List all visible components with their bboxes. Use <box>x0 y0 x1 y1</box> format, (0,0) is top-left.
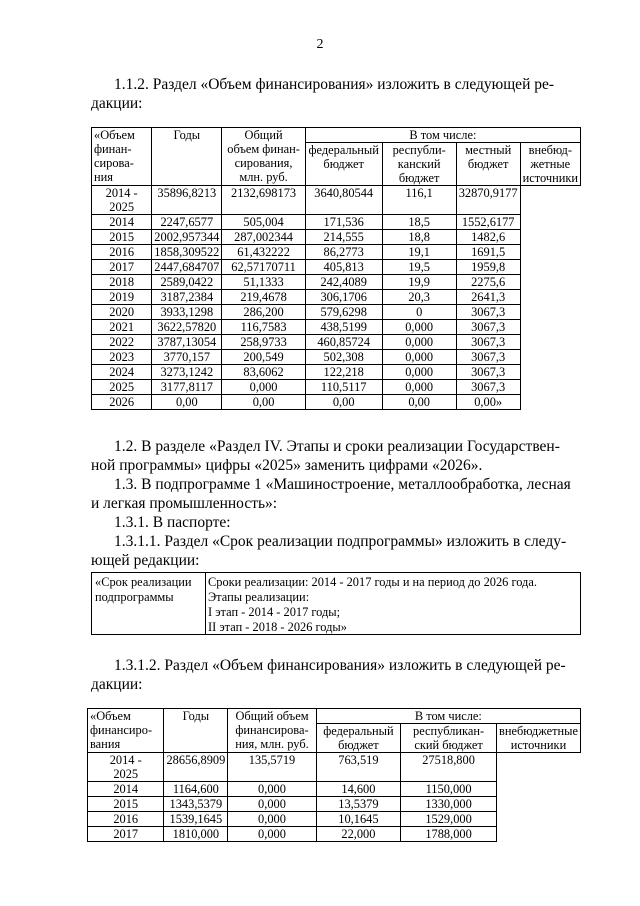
cell-year <box>92 320 152 335</box>
cell-year <box>92 335 152 350</box>
cell-federal: 287,002344 <box>222 230 305 245</box>
cell-extra: 2641,3 <box>456 290 520 305</box>
cell-republic: 306,1706 <box>305 290 382 305</box>
cell-total: 3770,157 <box>152 350 222 365</box>
cell-extra: 27518,800 <box>401 753 497 782</box>
cell-republic: 0,00 <box>305 395 382 410</box>
cell-local: 0,000 <box>382 350 456 365</box>
cell-federal: 83,6062 <box>222 365 305 380</box>
table-row <box>92 275 581 290</box>
text-line: 1.3.1.2. Раздел «Объем финансирования» изложить в следующей ре- <box>114 657 566 674</box>
cell-local: 0,000 <box>382 320 456 335</box>
cell-federal: 2132,698173 <box>222 186 305 215</box>
cell-republic: 460,85724 <box>305 335 382 350</box>
text-line: дакции: <box>91 95 143 112</box>
table-row <box>92 245 581 260</box>
section-1-3-1-2-heading <box>91 656 579 694</box>
year-text: 2025 <box>109 200 135 214</box>
year-text: 2023 <box>109 350 135 364</box>
year-text: 2018 <box>109 275 135 289</box>
cell-year <box>92 245 152 260</box>
year-text: 2021 <box>109 320 135 334</box>
cell-federal: 116,7583 <box>222 320 305 335</box>
cell-total: 2447,684707 <box>152 260 222 275</box>
cell-total: 2247,6577 <box>152 215 222 230</box>
cell-local: 0,000 <box>382 365 456 380</box>
cell-federal: 62,57170711 <box>222 260 305 275</box>
cell-year <box>92 395 152 410</box>
cell-local: 18,8 <box>382 230 456 245</box>
cell-total: 0,00 <box>152 395 222 410</box>
cell-local: 0 <box>382 305 456 320</box>
cell-total: 28656,8909 <box>164 753 228 782</box>
cell-republic: 3640,80544 <box>305 186 382 215</box>
cell-total: 3933,1298 <box>152 305 222 320</box>
cell-year <box>92 260 152 275</box>
text-line: ной программы» цифры «2025» заменить цифрами «2026». <box>91 457 483 474</box>
cell-extra: 1330,000 <box>401 797 497 812</box>
box-label: «Срок реализации подпрограммы <box>92 573 206 634</box>
header-total: Общий объем финансирова- ния, млн. руб. <box>228 709 316 753</box>
cell-year <box>92 186 152 215</box>
year-text: 2017 <box>109 260 135 274</box>
cell-year <box>88 812 164 827</box>
table-row <box>92 260 581 275</box>
cell-year <box>92 380 152 395</box>
header-federal: федеральный бюджет <box>305 143 382 186</box>
cell-republic: 110,5117 <box>305 380 382 395</box>
cell-total: 3177,8117 <box>152 380 222 395</box>
table-row <box>92 230 581 245</box>
cell-total: 1343,5379 <box>164 797 228 812</box>
year-text: 2015 <box>109 230 135 244</box>
cell-year <box>92 215 152 230</box>
header-including: В том числе: <box>316 709 580 724</box>
cell-republic: 502,308 <box>305 350 382 365</box>
cell-year <box>92 305 152 320</box>
cell-extra: 32870,9177 <box>456 186 520 215</box>
cell-extra: 0,00» <box>456 395 520 410</box>
header-federal: федеральный бюджет <box>316 724 400 753</box>
cell-federal: 219,4678 <box>222 290 305 305</box>
cell-federal: 286,200 <box>222 305 305 320</box>
cell-local: 0,000 <box>382 380 456 395</box>
text-line: 1.2. В разделе «Раздел IV. Этапы и сроки реализации Государствен- <box>114 438 560 455</box>
table-row <box>88 782 581 797</box>
header-local: местный бюджет <box>456 143 520 186</box>
table-row <box>92 320 581 335</box>
cell-federal: 135,5719 <box>228 753 316 782</box>
cell-total: 35896,8213 <box>152 186 222 215</box>
page-number: 2 <box>316 37 324 52</box>
cell-total: 3622,57820 <box>152 320 222 335</box>
cell-federal: 0,00 <box>222 395 305 410</box>
cell-year <box>88 753 164 782</box>
cell-local: 116,1 <box>382 186 456 215</box>
cell-federal: 258,9733 <box>222 335 305 350</box>
cell-republic: 13,5379 <box>316 797 400 812</box>
table-row <box>92 305 581 320</box>
cell-year <box>88 797 164 812</box>
table-row <box>88 827 581 842</box>
table-row-label: «Объем финансиро- вания <box>88 709 164 753</box>
cell-extra: 1691,5 <box>456 245 520 260</box>
header-extrabudgetary: внебюд- жетные источники <box>520 143 580 186</box>
cell-extra: 3067,3 <box>456 350 520 365</box>
text-line: 1.3.1. В паспорте: <box>114 514 231 531</box>
cell-year <box>92 275 152 290</box>
cell-republic: 579,6298 <box>305 305 382 320</box>
cell-local: 18,5 <box>382 215 456 230</box>
cell-local: 20,3 <box>382 290 456 305</box>
financing-table-subprogram <box>87 708 581 842</box>
cell-extra: 1482,6 <box>456 230 520 245</box>
cell-local: 19,5 <box>382 260 456 275</box>
cell-extra: 3067,3 <box>456 305 520 320</box>
cell-federal: 51,1333 <box>222 275 305 290</box>
cell-extra: 3067,3 <box>456 365 520 380</box>
cell-total: 3787,13054 <box>152 335 222 350</box>
table-row <box>92 215 581 230</box>
header-extrabudgetary: внебюджетные источники <box>497 724 581 753</box>
cell-year <box>92 290 152 305</box>
year-text: 2026 <box>109 395 135 409</box>
cell-extra: 1959,8 <box>456 260 520 275</box>
cell-republic: 171,536 <box>305 215 382 230</box>
year-text: 2016 <box>113 812 139 826</box>
table-row <box>88 753 581 782</box>
cell-extra: 1788,000 <box>401 827 497 842</box>
table-row <box>92 290 581 305</box>
cell-republic: 86,2773 <box>305 245 382 260</box>
year-text: 2015 <box>113 797 139 811</box>
cell-republic: 763,519 <box>316 753 400 782</box>
table-row <box>92 395 581 410</box>
cell-federal: 0,000 <box>228 827 316 842</box>
header-years: Годы <box>164 709 228 753</box>
table-row <box>88 797 581 812</box>
text-line: ющей редакции: <box>91 552 200 569</box>
cell-year <box>92 230 152 245</box>
cell-republic: 242,4089 <box>305 275 382 290</box>
cell-extra: 3067,3 <box>456 335 520 350</box>
table-row <box>92 186 581 215</box>
table-header-row <box>92 128 581 143</box>
cell-extra: 3067,3 <box>456 380 520 395</box>
cell-republic: 14,600 <box>316 782 400 797</box>
cell-total: 2002,957344 <box>152 230 222 245</box>
cell-republic: 22,000 <box>316 827 400 842</box>
table-header-row <box>88 709 581 724</box>
table-row <box>92 380 581 395</box>
text-line: 1.3. В подпрограмме 1 «Машиностроение, металлообработка, лесная <box>114 476 571 493</box>
cell-local: 0,000 <box>382 335 456 350</box>
cell-total: 3187,2384 <box>152 290 222 305</box>
cell-federal: 0,000 <box>228 797 316 812</box>
cell-federal: 200,549 <box>222 350 305 365</box>
header-including: В том числе: <box>305 128 580 143</box>
year-text: 2019 <box>109 290 135 304</box>
year-text: 2016 <box>109 245 135 259</box>
year-text: 2022 <box>109 335 135 349</box>
year-text: 2014 <box>109 215 135 229</box>
cell-total: 1858,309522 <box>152 245 222 260</box>
header-years: Годы <box>152 128 222 186</box>
cell-republic: 10,1645 <box>316 812 400 827</box>
cell-federal: 0,000 <box>222 380 305 395</box>
cell-total: 1810,000 <box>164 827 228 842</box>
cell-federal: 61,432222 <box>222 245 305 260</box>
cell-year <box>92 350 152 365</box>
cell-local: 0,00 <box>382 395 456 410</box>
year-text: 2014 - <box>109 753 142 767</box>
cell-year <box>92 365 152 380</box>
cell-extra: 2275,6 <box>456 275 520 290</box>
year-text: 2014 - <box>105 186 138 200</box>
year-text: 2020 <box>109 305 135 319</box>
box-content: Сроки реализации: 2014 - 2017 годы и на период до 2026 года. Этапы реализации: I этап - 2014 - 2017 годы; II этап - 2018 - 2026 годы» <box>208 575 537 634</box>
cell-extra: 1150,000 <box>401 782 497 797</box>
year-text: 2014 <box>113 782 139 796</box>
table-row <box>92 350 581 365</box>
text-line: 1.3.1.1. Раздел «Срок реализации подпрограммы» изложить в следу- <box>114 533 567 550</box>
cell-federal: 0,000 <box>228 782 316 797</box>
cell-republic: 214,555 <box>305 230 382 245</box>
financing-table-program <box>91 127 581 410</box>
cell-year <box>88 782 164 797</box>
cell-extra: 1552,6177 <box>456 215 520 230</box>
cell-republic: 405,813 <box>305 260 382 275</box>
table-row-label: «Объем финан- сирова- ния <box>92 128 152 186</box>
year-text: 2024 <box>109 365 135 379</box>
header-total: Общий объем финан- сирования, млн. руб. <box>222 128 305 186</box>
cell-local: 19,1 <box>382 245 456 260</box>
header-republic: республи- канский бюджет <box>382 143 456 186</box>
cell-extra: 1529,000 <box>401 812 497 827</box>
table-row <box>92 365 581 380</box>
year-text: 2025 <box>113 767 139 781</box>
cell-total: 3273,1242 <box>152 365 222 380</box>
cell-republic: 122,218 <box>305 365 382 380</box>
year-text: 2025 <box>109 380 135 394</box>
cell-total: 1539,1645 <box>164 812 228 827</box>
text-line: и легкая промышленность»: <box>91 495 278 512</box>
section-1-2-text <box>91 437 579 570</box>
cell-republic: 438,5199 <box>305 320 382 335</box>
cell-total: 1164,600 <box>164 782 228 797</box>
text-line: дакции: <box>91 676 143 693</box>
cell-year <box>88 827 164 842</box>
section-1-1-2-heading <box>91 75 579 113</box>
table-row <box>92 335 581 350</box>
cell-local: 19,9 <box>382 275 456 290</box>
text-line: 1.1.2. Раздел «Объем финансирования» изложить в следующей ре- <box>114 76 555 93</box>
header-republic: республикан- ский бюджет <box>401 724 497 753</box>
cell-total: 2589,0422 <box>152 275 222 290</box>
cell-federal: 505,004 <box>222 215 305 230</box>
cell-extra: 3067,3 <box>456 320 520 335</box>
table-row <box>88 812 581 827</box>
cell-federal: 0,000 <box>228 812 316 827</box>
implementation-period-box <box>91 572 581 635</box>
year-text: 2017 <box>113 827 139 841</box>
